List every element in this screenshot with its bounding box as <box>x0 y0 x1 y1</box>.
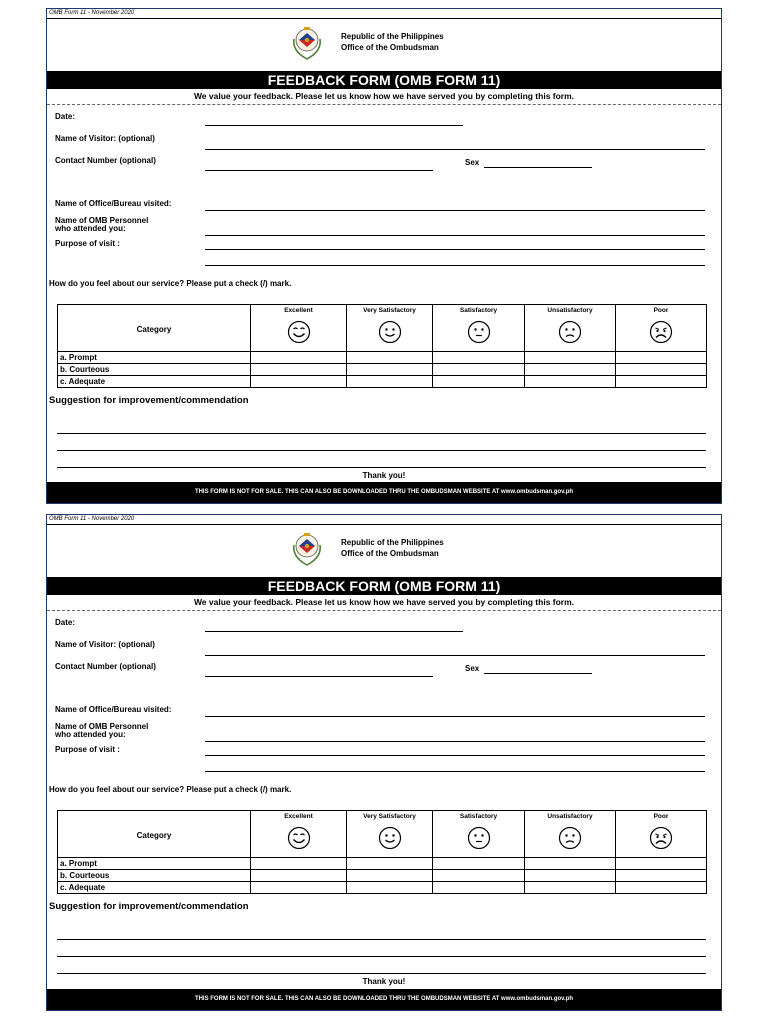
intro-text: We value your feedback. Please let us know how we have served you by completing this form. <box>193 597 575 607</box>
rating-label: Excellent <box>284 813 313 820</box>
service-question: How do you feel about our service? Please put a check (/) mark. <box>49 279 292 288</box>
row-label-adequate: c. Adequate <box>58 376 251 388</box>
suggestion-field-line3[interactable] <box>57 467 706 468</box>
service-question: How do you feel about our service? Please put a check (/) mark. <box>49 785 292 794</box>
personnel-field[interactable] <box>205 741 705 742</box>
rating-header-excellent <box>251 811 347 858</box>
rating-label: Excellent <box>284 307 313 314</box>
check-cell[interactable] <box>616 352 707 364</box>
rating-header-satisfactory <box>433 305 525 352</box>
contact-label: Contact Number (optional) <box>55 156 156 165</box>
check-cell[interactable] <box>433 364 525 376</box>
check-cell[interactable] <box>251 376 347 388</box>
table-row <box>58 352 707 364</box>
divider <box>47 610 721 611</box>
office-visited-label: Name of Office/Bureau visited: <box>55 705 172 714</box>
check-cell[interactable] <box>251 858 347 870</box>
suggestion-field-line2[interactable] <box>57 450 706 451</box>
rating-label: Unsatisfactory <box>547 307 593 314</box>
check-cell[interactable] <box>433 376 525 388</box>
suggestion-field-line2[interactable] <box>57 956 706 957</box>
republic-label: Republic of the Philippines <box>341 538 444 547</box>
smile-icon <box>378 320 402 344</box>
rating-header-row <box>58 305 707 352</box>
thank-you-text: Thank you! <box>362 977 406 986</box>
rating-header-unsatisfactory <box>525 305 616 352</box>
personnel-label-line2: who attended you: <box>55 730 126 739</box>
contact-field[interactable] <box>205 676 433 677</box>
sex-field[interactable] <box>484 673 592 674</box>
table-row <box>58 858 707 870</box>
row-label-courteous: b. Courteous <box>58 364 251 376</box>
check-cell[interactable] <box>525 352 616 364</box>
divider <box>47 18 721 19</box>
smile-wink-icon <box>287 826 311 850</box>
sad-face-icon <box>649 826 673 850</box>
sex-label: Sex <box>465 158 480 167</box>
sex-field[interactable] <box>484 167 592 168</box>
frown-face-icon <box>558 826 582 850</box>
check-cell[interactable] <box>347 882 433 894</box>
check-cell[interactable] <box>525 858 616 870</box>
republic-label: Republic of the Philippines <box>341 32 444 41</box>
check-cell[interactable] <box>251 870 347 882</box>
ombudsman-seal-icon <box>291 531 323 567</box>
rating-header-row <box>58 811 707 858</box>
footer-notice: THIS FORM IS NOT FOR SALE. THIS CAN ALSO BE DOWNLOADED THRU THE OMBUDSMAN WEBSITE AT www.ombudsman.gov.ph <box>47 989 721 1010</box>
rating-label: Poor <box>653 813 669 820</box>
office-visited-field[interactable] <box>205 210 705 211</box>
frown-face-icon <box>558 320 582 344</box>
check-cell[interactable] <box>616 882 707 894</box>
rating-table <box>57 304 707 388</box>
row-label-courteous: b. Courteous <box>58 870 251 882</box>
rating-header-excellent <box>251 305 347 352</box>
feedback-form <box>46 8 722 504</box>
neutral-face-icon <box>467 826 491 850</box>
check-cell[interactable] <box>347 870 433 882</box>
purpose-field-line2[interactable] <box>205 771 705 772</box>
date-label: Date: <box>55 618 76 627</box>
check-cell[interactable] <box>525 376 616 388</box>
check-cell[interactable] <box>525 870 616 882</box>
purpose-field[interactable] <box>205 249 705 250</box>
rating-header-poor <box>616 305 707 352</box>
rating-header-satisfactory <box>433 811 525 858</box>
suggestion-field[interactable] <box>57 433 706 434</box>
personnel-field[interactable] <box>205 235 705 236</box>
visitor-label: Name of Visitor: (optional) <box>55 134 155 143</box>
purpose-field-line2[interactable] <box>205 265 705 266</box>
check-cell[interactable] <box>433 352 525 364</box>
check-cell[interactable] <box>433 882 525 894</box>
category-header: Category <box>58 811 251 858</box>
check-cell[interactable] <box>251 364 347 376</box>
suggestion-field-line3[interactable] <box>57 973 706 974</box>
form-code: OMB Form 11 - November 2020 <box>49 10 135 16</box>
office-header <box>341 537 444 559</box>
personnel-label <box>55 217 148 233</box>
sex-label: Sex <box>465 664 480 673</box>
visitor-label: Name of Visitor: (optional) <box>55 640 155 649</box>
suggestion-field[interactable] <box>57 939 706 940</box>
form-code: OMB Form 11 - November 2020 <box>49 516 135 522</box>
check-cell[interactable] <box>347 352 433 364</box>
office-label: Office of the Ombudsman <box>341 43 439 52</box>
check-cell[interactable] <box>433 858 525 870</box>
check-cell[interactable] <box>347 858 433 870</box>
personnel-label-line1: Name of OMB Personnel <box>55 216 149 225</box>
rating-label: Poor <box>653 307 669 314</box>
rating-label: Very Satisfactory <box>363 307 416 314</box>
smile-wink-icon <box>287 320 311 344</box>
suggestion-label: Suggestion for improvement/commendation <box>49 395 249 406</box>
office-visited-label: Name of Office/Bureau visited: <box>55 199 172 208</box>
office-label: Office of the Ombudsman <box>341 549 439 558</box>
table-row <box>58 364 707 376</box>
rating-label: Very Satisfactory <box>363 813 416 820</box>
rating-label: Satisfactory <box>459 813 498 820</box>
purpose-label: Purpose of visit : <box>55 745 120 754</box>
visitor-field[interactable] <box>205 149 705 150</box>
suggestion-label: Suggestion for improvement/commendation <box>49 901 249 912</box>
check-cell[interactable] <box>525 364 616 376</box>
rating-table <box>57 810 707 894</box>
check-cell[interactable] <box>347 364 433 376</box>
rating-header-unsatisfactory <box>525 811 616 858</box>
intro-text: We value your feedback. Please let us know how we have served you by completing this form. <box>193 91 575 101</box>
rating-header-very-satisfactory <box>347 305 433 352</box>
contact-label: Contact Number (optional) <box>55 662 156 671</box>
check-cell[interactable] <box>525 882 616 894</box>
date-field[interactable] <box>205 631 463 632</box>
check-cell[interactable] <box>616 858 707 870</box>
form-title: FEEDBACK FORM (OMB FORM 11) <box>47 71 721 89</box>
form-title: FEEDBACK FORM (OMB FORM 11) <box>47 577 721 595</box>
table-row <box>58 882 707 894</box>
contact-field[interactable] <box>205 170 433 171</box>
smile-icon <box>378 826 402 850</box>
rating-label: Satisfactory <box>459 307 498 314</box>
ombudsman-seal-icon <box>291 25 323 61</box>
date-field[interactable] <box>205 125 463 126</box>
purpose-field[interactable] <box>205 755 705 756</box>
row-label-prompt: a. Prompt <box>58 858 251 870</box>
check-cell[interactable] <box>251 352 347 364</box>
personnel-label-line1: Name of OMB Personnel <box>55 722 149 731</box>
personnel-label-line2: who attended you: <box>55 224 126 233</box>
personnel-label <box>55 723 148 739</box>
purpose-label: Purpose of visit : <box>55 239 120 248</box>
office-header <box>341 31 444 53</box>
rating-header-poor <box>616 811 707 858</box>
check-cell[interactable] <box>347 376 433 388</box>
sad-face-icon <box>649 320 673 344</box>
check-cell[interactable] <box>616 376 707 388</box>
category-header: Category <box>58 305 251 352</box>
office-visited-field[interactable] <box>205 716 705 717</box>
rating-header-very-satisfactory <box>347 811 433 858</box>
check-cell[interactable] <box>433 870 525 882</box>
row-label-adequate: c. Adequate <box>58 882 251 894</box>
divider <box>47 524 721 525</box>
check-cell[interactable] <box>251 882 347 894</box>
rating-label: Unsatisfactory <box>547 813 593 820</box>
table-row <box>58 376 707 388</box>
divider <box>47 104 721 105</box>
table-row <box>58 870 707 882</box>
footer-notice: THIS FORM IS NOT FOR SALE. THIS CAN ALSO BE DOWNLOADED THRU THE OMBUDSMAN WEBSITE AT www.ombudsman.gov.ph <box>47 482 721 503</box>
check-cell[interactable] <box>616 870 707 882</box>
neutral-face-icon <box>467 320 491 344</box>
feedback-form <box>46 514 722 1011</box>
date-label: Date: <box>55 112 76 121</box>
thank-you-text: Thank you! <box>362 471 406 480</box>
visitor-field[interactable] <box>205 655 705 656</box>
check-cell[interactable] <box>616 364 707 376</box>
row-label-prompt: a. Prompt <box>58 352 251 364</box>
